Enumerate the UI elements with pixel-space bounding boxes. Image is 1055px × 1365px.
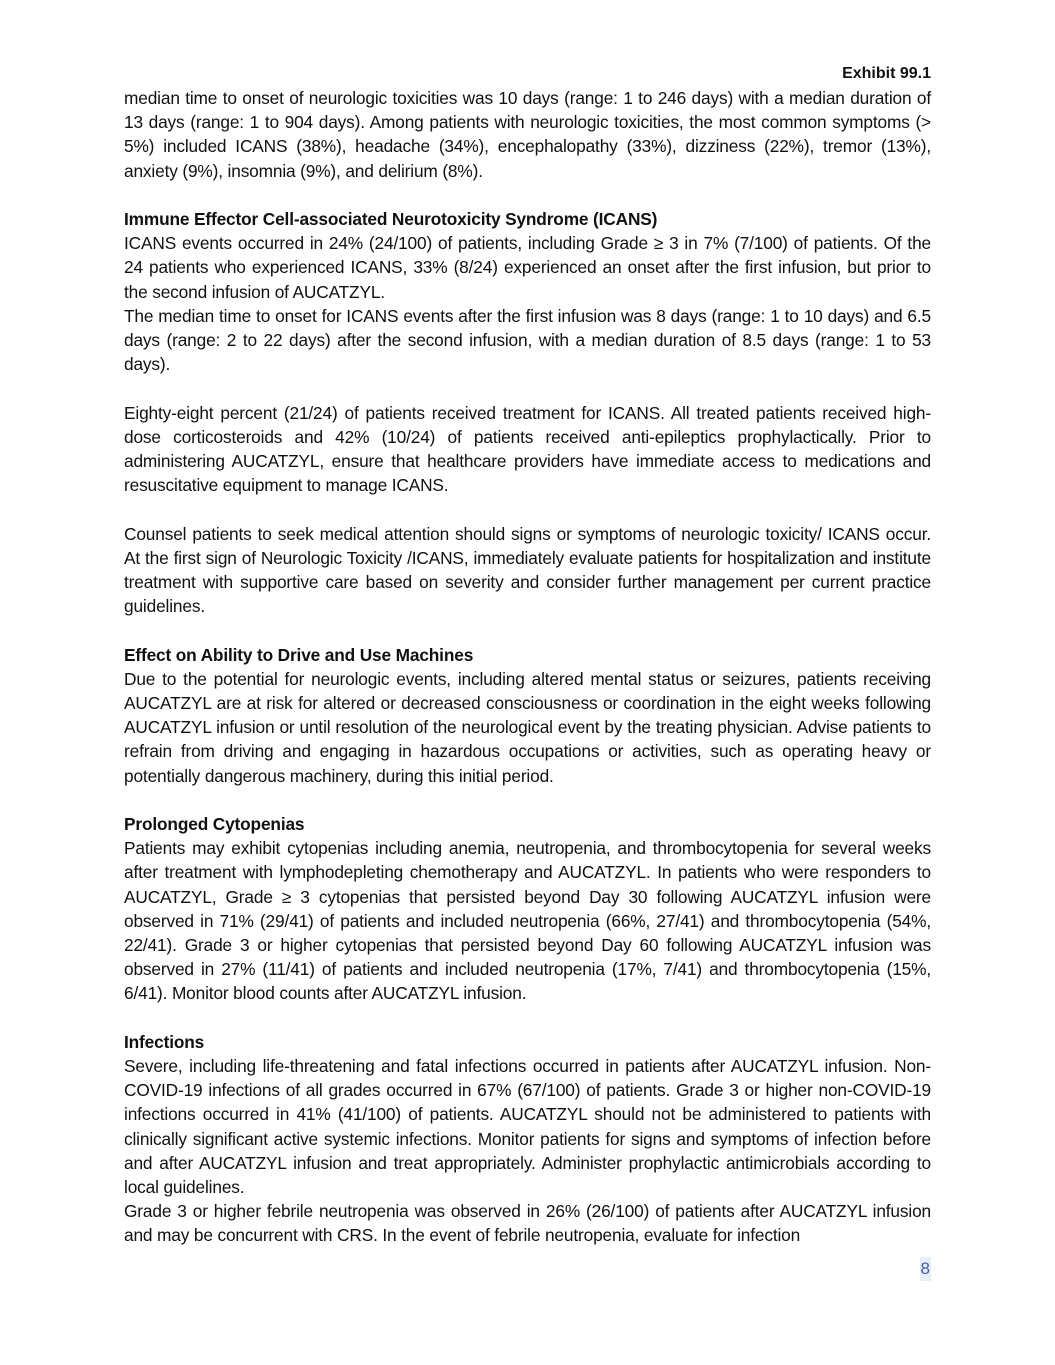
icans-paragraph-4: Counsel patients to seek medical attention should signs or symptoms of neurologic toxicity/ ICANS occur. At the first sign of Neurologic Toxicity /ICANS, immediately evaluate patients for hospitalization and institute treatment with supportive care based on severity and consider further management per current practice guidelines. xyxy=(124,523,931,617)
spacer xyxy=(124,497,931,521)
spacer xyxy=(124,376,931,400)
page-number: 8 xyxy=(920,1257,931,1281)
spacer xyxy=(124,1006,931,1030)
driving-paragraph: Due to the potential for neurologic events, including altered mental status or seizures, patients receiving AUCATZYL are at risk for altered or decreased consciousness or coordination in the eight weeks following AUCATZYL infusion or until resolution of the neurological event by the treating physician. Advise patients to refrain from driving and engaging in hazardous occupations or activities, such as operating heavy or potentially dangerous machinery, during this initial period. xyxy=(124,668,931,786)
icans-paragraph-1: ICANS events occurred in 24% (24/100) of patients, including Grade ≥ 3 in 7% (7/100) of patients. Of the 24 patients who experienced ICANS, 33% (8/24) experienced an onset after the first infusion, but prior to the second infusion of AUCATZYL. xyxy=(124,233,931,302)
document-page xyxy=(124,62,931,1248)
spacer xyxy=(124,618,931,642)
icans-heading: Immune Effector Cell-associated Neurotoxicity Syndrome (ICANS) xyxy=(124,209,658,229)
spacer xyxy=(124,183,931,207)
driving-heading: Effect on Ability to Drive and Use Machines xyxy=(124,644,474,665)
infections-paragraph-2: Grade 3 or higher febrile neutropenia was observed in 26% (26/100) of patients after AUCATZYL infusion and may be concurrent with CRS. In the event of febrile neutropenia, evaluate for infection xyxy=(124,1201,931,1246)
icans-paragraph-3: Eighty-eight percent (21/24) of patients received treatment for ICANS. All treated patients received high-dose corticosteroids and 42% (10/24) of patients received anti-epileptics prophylactically. Prior to administering AUCATZYL, ensure that healthcare providers have immediate access to medications and resuscitative equipment to manage ICANS. xyxy=(124,402,931,496)
exhibit-label: Exhibit 99.1 xyxy=(842,65,931,82)
cytopenias-heading: Prolonged Cytopenias xyxy=(124,814,305,835)
icans-paragraph-2: The median time to onset for ICANS events after the first infusion was 8 days (range: 1 to 10 days) and 6.5 days (range: 2 to 22 days) after the second infusion, with a median duration of 8.5 days (range: 1 to 53 days). xyxy=(124,305,931,375)
spacer xyxy=(124,788,931,812)
infections-paragraph-1: Severe, including life-threatening and fatal infections occurred in patients after AUCATZYL infusion. Non-COVID-19 infections of all grades occurred in 67% (67/100) of patients. Grade 3 or higher non-COVID-19 infections occurred in 41% (41/100) of patients. AUCATZYL should not be administered to patients with clinically significant active systemic infections. Monitor patients for signs and symptoms of infection before and after AUCATZYL infusion and treat appropriately. Administer prophylactic antimicrobials according to local guidelines. xyxy=(124,1056,931,1198)
infections-heading: Infections xyxy=(124,1031,205,1052)
cytopenias-paragraph: Patients may exhibit cytopenias including anemia, neutropenia, and thrombocytopenia for several weeks after treatment with lymphodepleting chemotherapy and AUCATZYL. In patients who were responders to AUCATZYL, Grade ≥ 3 cytopenias that persisted beyond Day 30 following AUCATZYL infusion were observed in 71% (29/41) of patients and included neutropenia (66%, 27/41) and thrombocytopenia (54%, 22/41). Grade 3 or higher cytopenias that persisted beyond Day 60 following AUCATZYL infusion was observed in 27% (11/41) of patients and included neutropenia (17%, 7/41) and thrombocytopenia (15%, 6/41). Monitor blood counts after AUCATZYL infusion. xyxy=(124,838,931,1004)
intro-paragraph: median time to onset of neurologic toxicities was 10 days (range: 1 to 246 days) with a median duration of 13 days (range: 1 to 904 days). Among patients with neurologic toxicities, the most common symptoms (> 5%) included ICANS (38%), headache (34%), encephalopathy (33%), dizziness (22%), tremor (13%), anxiety (9%), insomnia (9%), and delirium (8%). xyxy=(124,88,931,181)
